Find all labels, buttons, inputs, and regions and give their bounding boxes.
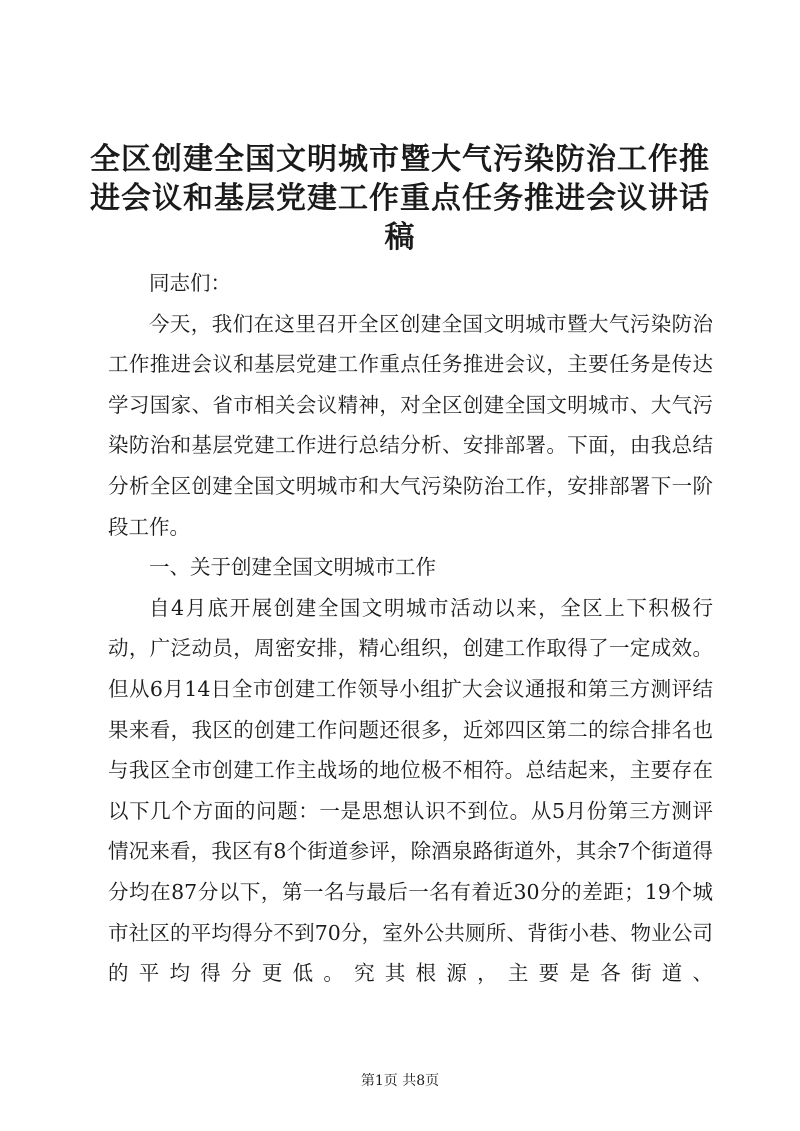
title-line-1: 全区创建全国文明城市暨大气污染防治工作推 <box>90 142 710 177</box>
document-title <box>90 140 710 257</box>
paragraph-intro: 今天，我们在这里召开全区创建全国文明城市暨大气污染防治工作推进会议和基层党建工作重点任务推进会议，主要任务是传达学习国家、省市相关会议精神，对全区创建全国文明城市、大气污染防治和基层党建工作进行总结分析、安排部署。下面，由我总结分析全区创建全国文明城市和大气污染防治工作，安排部署下一阶段工作。 <box>108 311 713 539</box>
page-footer: 第1页 共8页 <box>360 1073 440 1089</box>
title-line-3: 稿 <box>384 220 416 255</box>
title-line-2: 进会议和基层党建工作重点任务推进会议讲话 <box>90 181 710 216</box>
paragraph-section-1: 自4月底开展创建全国文明城市活动以来，全区上下积极行动，广泛动员，周密安排，精心组织，创建工作取得了一定成效。但从6月14日全市创建工作领导小组扩大会议通报和第三方测评结果来看，我区的创建工作问题还很多，近郊四区第二的综合排名也与我区全市创建工作主战场的地位极不相符。总结起来，主要存在以下几个方面的问题：一是思想认识不到位。从5月份第三方测评情况来看，我区有8个街道参评，除酒泉路街道外，其余7个街道得分均在87分以下，第一名与最后一名有着近30分的差距；19个城市社区的平均得分不到70分，室外公共厕所、背街小巷、物业公司的平均得分更低。究其根源，主要是各街道、 <box>108 595 713 986</box>
section-heading-1: 一、关于创建全国文明城市工作 <box>149 555 436 580</box>
salutation: 同志们： <box>149 271 231 295</box>
document-body <box>108 263 713 994</box>
